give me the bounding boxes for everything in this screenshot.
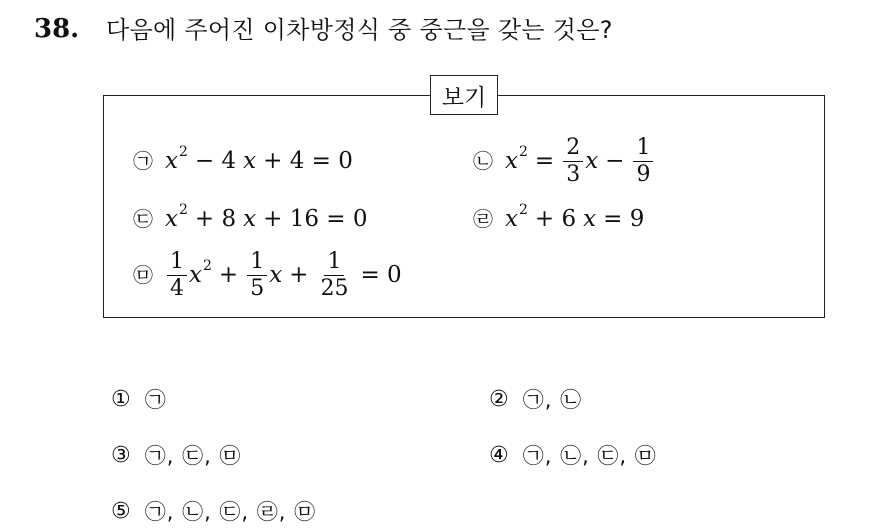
var-x: x — [583, 206, 597, 232]
plus-sign: + — [218, 262, 239, 288]
choice-number: ⑤ — [111, 498, 131, 524]
numerator: 1 — [324, 249, 344, 276]
numerator: 1 — [167, 249, 187, 276]
statement-d — [473, 189, 651, 249]
question-text: 다음에 주어진 이차방정식 중 중근을 갖는 것은? — [106, 16, 613, 44]
question-number: 38. — [34, 14, 80, 44]
exponent: 2 — [518, 144, 528, 160]
statement-a — [133, 131, 360, 191]
statement-a-equation — [165, 144, 360, 174]
denominator: 25 — [320, 275, 349, 301]
exponent: 2 — [518, 202, 528, 218]
choice-3[interactable] — [111, 438, 241, 472]
var-x: x — [585, 148, 599, 174]
denominator: 9 — [636, 161, 651, 187]
exponent: 2 — [178, 144, 188, 160]
choice-value: ㉠, ㉡ — [522, 388, 583, 412]
equals-sign: = — [534, 148, 555, 174]
choice-value: ㉠ — [144, 388, 167, 412]
statement-e-marker: ㉤ — [133, 263, 153, 287]
var-x: x — [165, 148, 178, 174]
denominator: 3 — [566, 161, 581, 187]
plus-sign: + — [289, 262, 309, 288]
choice-number: ④ — [489, 442, 509, 468]
var-x: x — [269, 262, 283, 288]
statement-c — [133, 189, 375, 249]
statement-a-marker: ㉠ — [133, 149, 153, 173]
denominator: 5 — [250, 275, 265, 301]
fraction — [563, 135, 583, 188]
choice-number: ① — [111, 386, 131, 412]
choice-1[interactable] — [111, 382, 167, 416]
statement-e-equation — [165, 249, 409, 302]
choice-number: ③ — [111, 442, 131, 468]
numerator: 1 — [247, 249, 267, 276]
fraction — [167, 249, 187, 302]
exponent: 2 — [202, 258, 212, 274]
var-x: x — [243, 148, 257, 174]
term: − 4 — [194, 148, 237, 174]
term: + 4 = 0 — [263, 148, 353, 174]
var-x: x — [243, 206, 257, 232]
statement-b-equation — [505, 135, 655, 188]
var-x: x — [505, 206, 518, 232]
choice-4[interactable] — [489, 438, 657, 472]
minus-sign: − — [605, 148, 625, 174]
fraction — [247, 249, 267, 302]
statement-c-equation — [165, 202, 375, 232]
term: + 16 = 0 — [263, 206, 368, 232]
var-x: x — [189, 262, 202, 288]
denominator: 4 — [170, 275, 184, 301]
statement-c-marker: ㉢ — [133, 207, 153, 231]
fraction — [633, 135, 653, 188]
choice-2[interactable] — [489, 382, 582, 416]
numerator: 1 — [633, 135, 653, 162]
choice-value: ㉠, ㉢, ㉤ — [144, 444, 242, 468]
term: = 0 — [360, 262, 402, 288]
choice-number: ② — [489, 386, 509, 412]
choice-5[interactable] — [111, 494, 316, 528]
choice-value: ㉠, ㉡, ㉢, ㉣, ㉤ — [144, 500, 317, 524]
choice-value: ㉠, ㉡, ㉢, ㉤ — [522, 444, 657, 468]
statement-b — [473, 131, 655, 191]
statement-d-marker: ㉣ — [473, 207, 493, 231]
var-x: x — [505, 148, 518, 174]
fraction — [317, 249, 351, 302]
var-x: x — [165, 206, 178, 232]
term: + 8 — [194, 206, 237, 232]
exponent: 2 — [178, 202, 188, 218]
statement-d-equation — [505, 202, 651, 232]
statement-b-marker: ㉡ — [473, 149, 493, 173]
term: = 9 — [603, 206, 645, 232]
statement-e — [133, 245, 409, 305]
term: + 6 — [534, 206, 577, 232]
numerator: 2 — [563, 135, 583, 162]
example-box-title: 보기 — [430, 75, 498, 115]
